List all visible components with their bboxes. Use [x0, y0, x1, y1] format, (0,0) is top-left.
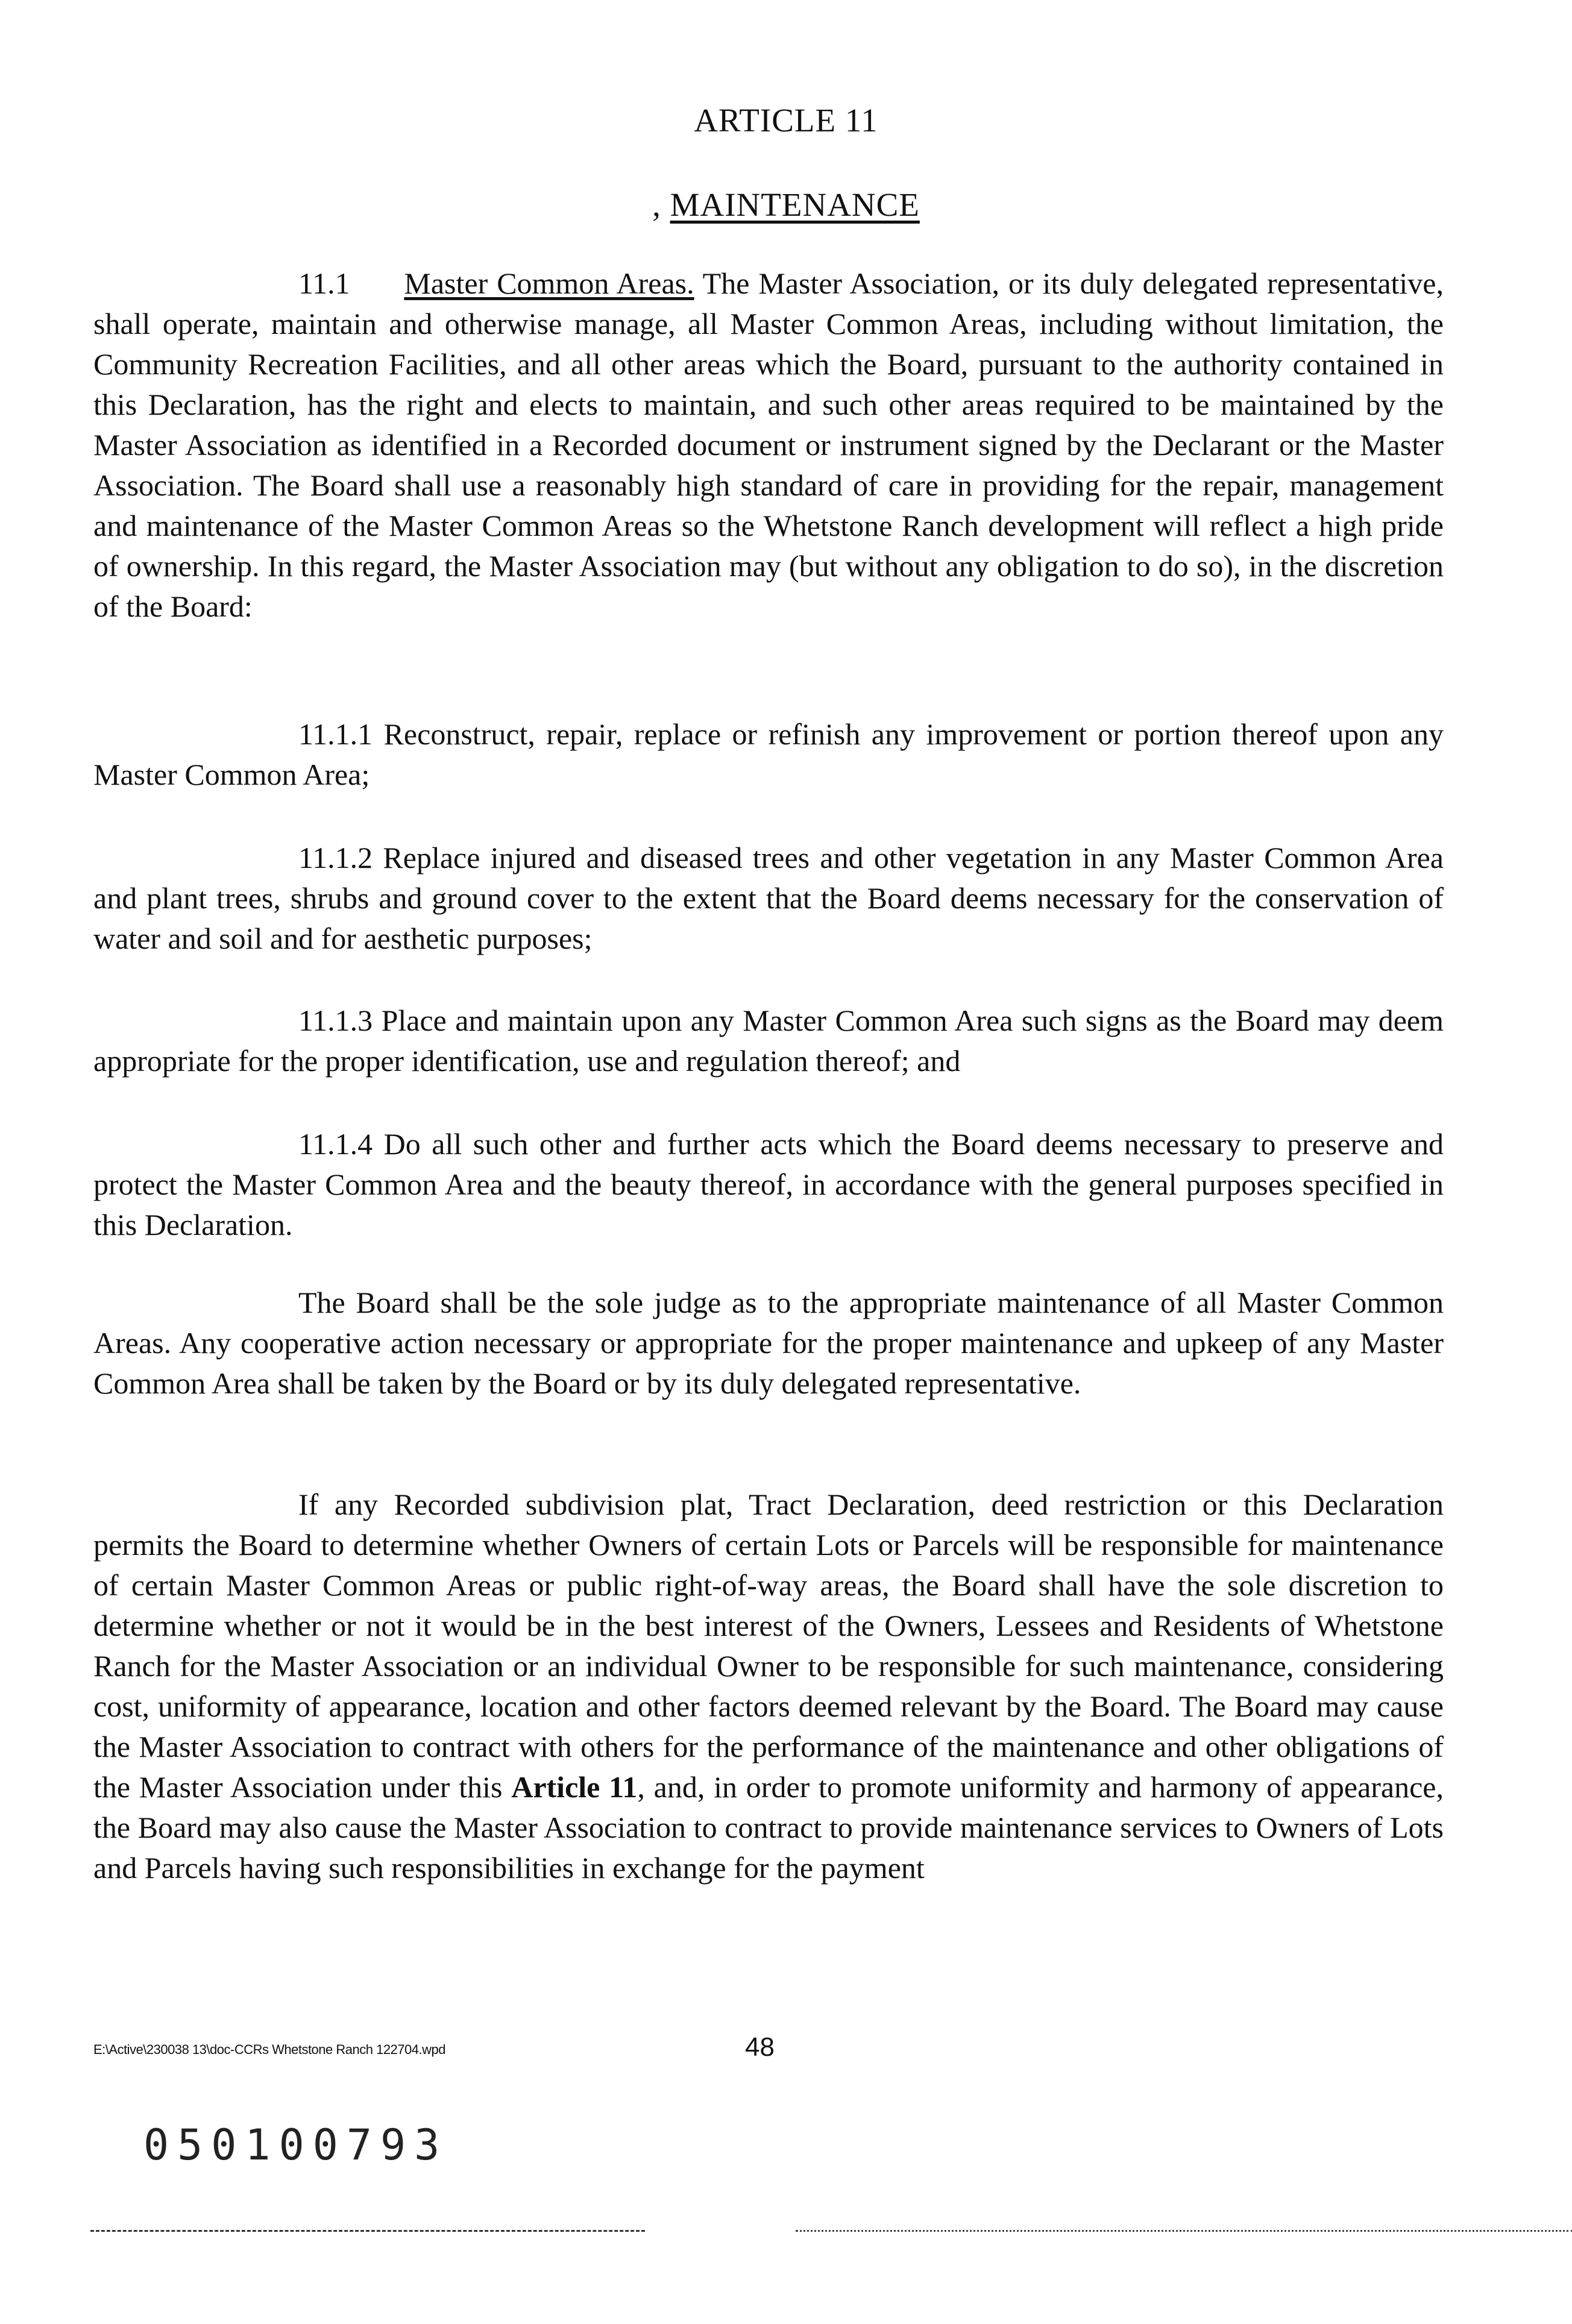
- footer-file-path: E:\Active\230038 13\doc-CCRs Whetstone Ranch 122704.wpd: [93, 2042, 445, 2057]
- paragraph-recorded-text: If any Recorded subdivision plat, Tract Declaration, deed restriction or this Declaration permits the Board to determine whether Owners of certain Lots or Parcels will be responsible for maintenance of certain Master Common Areas or public right-of-way areas, the Board shall have the sole discretion to determine whether or not it would be in the best interest of the Owners, Lessees and Residents of Whetstone Ranch for the Master Association or an individual Owner to be responsible for such maintenance, considering cost, uniformity of appearance, location and other factors deemed relevant by the Board. The Board may cause the Master Association to contract with others for the performance of the maintenance and other obligations of the Master Association under this: [93, 1487, 1444, 1804]
- article-heading: ARTICLE 11: [694, 102, 878, 139]
- subsection-text: Do all such other and further acts which the Board deems necessary to preserve and protect the Master Common Area and the beauty thereof, in accordance with the general purposes specified in this Declaration.: [93, 1127, 1444, 1242]
- page-number: 48: [745, 2032, 775, 2062]
- subsection-number: 11.1.3: [298, 1003, 373, 1037]
- paragraph-11-1-4: [93, 1124, 1444, 1245]
- paragraph-recorded-text-continued: , and, in order to promote uniformity and harmony of appearance, the Board may also cause the Master Association to contract to provide maintenance services to Owners of Lots and Parcels having such responsibilities in exchange for the payment: [93, 1770, 1444, 1885]
- subsection-number: 11.1.4: [298, 1127, 373, 1161]
- subsection-number: 11.1.1: [298, 717, 373, 751]
- paragraph-11-1: [93, 263, 1444, 627]
- scan-artifact-line: [796, 2230, 1572, 2234]
- section-title-master-common-areas: Master Common Areas.: [404, 266, 694, 300]
- subsection-number: 11.1.2: [298, 841, 373, 875]
- section-body: The Master Association, or its duly delegated representative, shall operate, maintain and otherwise manage, all Master Common Areas, including without limitation, the Community Recreation Facilities, and all other areas which the Board, pursuant to the authority contained in this Declaration, has the right and elects to maintain, and such other areas required to be maintained by the Master Association as identified in a Recorded document or instrument signed by the Declarant or the Master Association. The Board shall use a reasonably high standard of care in providing for the repair, management and maintenance of the Master Common Areas so the Whetstone Ranch development will reflect a high pride of ownership. In this regard, the Master Association may (but without any obligation to do so), in the discretion of the Board:: [93, 266, 1444, 623]
- subsection-text: Replace injured and diseased trees and other vegetation in any Master Common Area and plant trees, shrubs and ground cover to the extent that the Board deems necessary for the conservation of water and soil and for aesthetic purposes;: [93, 841, 1444, 955]
- paragraph-11-1-2: [93, 838, 1444, 959]
- document-number-stamp: 050100793: [143, 2120, 448, 2170]
- paragraph-11-1-1: [93, 714, 1444, 795]
- section-title: MAINTENANCE: [670, 186, 920, 223]
- subsection-text: Reconstruct, repair, replace or refinish any improvement or portion thereof upon any Master Common Area;: [93, 717, 1444, 791]
- section-marker: ,: [652, 186, 661, 223]
- section-number: 11.1: [298, 266, 350, 300]
- subsection-text: Place and maintain upon any Master Common Area such signs as the Board may deem appropriate for the proper identification, use and regulation thereof; and: [93, 1003, 1444, 1078]
- section-heading: [0, 188, 1572, 221]
- scan-artifact-line: [90, 2230, 645, 2234]
- paragraph-board-judge: The Board shall be the sole judge as to the appropriate maintenance of all Master Common Areas. Any cooperative action necessary or appropriate for the proper maintenance and upkeep of any Master Common Area shall be taken by the Board or by its duly delegated representative.: [93, 1286, 1444, 1400]
- paragraph-11-1-3: [93, 1000, 1444, 1081]
- article-reference: Article 11: [511, 1770, 638, 1804]
- paragraph-recorded: [93, 1484, 1444, 1888]
